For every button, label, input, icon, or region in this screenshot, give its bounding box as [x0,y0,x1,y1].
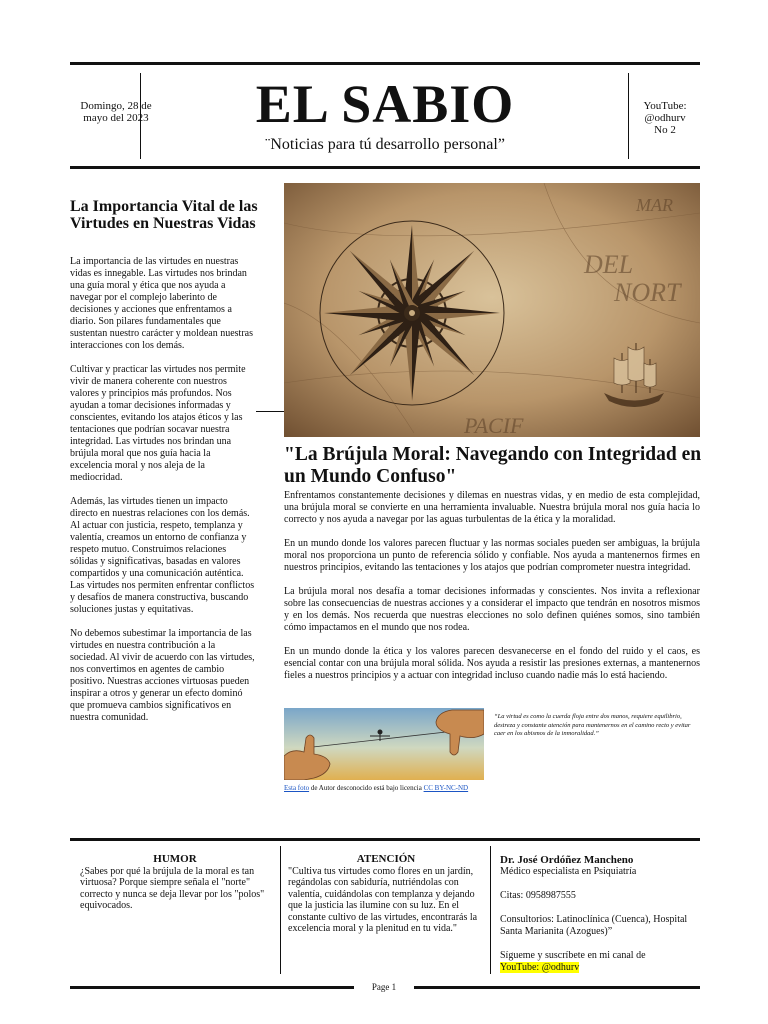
left-paragraph: Cultivar y practicar las virtudes nos permite vivir de manera coherente con nuestros valores y principios más profundos. Nos ayudan a tomar decisiones informadas y conscientes, evitando los atajos éticos y las tentaciones que podrían socavar nuestra integridad. Las virtudes nos brindan una brújula moral que nos guía hacia la excelencia moral y nos aleja de la mediocridad. [70,364,246,483]
attention-title: ATENCIÓN [356,853,416,865]
column-connector-line [256,411,284,412]
masthead-bottom-rule [70,166,700,169]
left-article-body [70,256,255,736]
image-caption [284,784,484,793]
bottom-divider-left [280,846,281,974]
main-article-body [284,490,700,694]
left-article-title: La Importancia Vital de las Virtudes en Nuestras Vidas [70,198,258,232]
map-word-del: DEL [584,250,634,279]
humor-text: ¿Sabes por qué la brújula de la moral es tan virtuosa? Porque siempre señala el "norte" correcto y nunca se deja llevar por los "polos" equivocados. [80,865,265,911]
virtue-quote: “La virtud es como la cuerda floja entre dos manos, requiere equilibrio, destreza y constante atención para mantenernos en el camino recto y evitar caer en los abismos de la inmoralidad.” [494,713,691,737]
thumbs-tightrope-image [284,708,484,780]
issue-number: No 2 [654,124,676,136]
bottom-divider-right [490,846,491,974]
left-paragraph: Además, las virtudes tienen un impacto directo en nuestras relaciones con los demás. Al actuar con justicia, respeto, templanza y valentía, creamos un entorno de confianza y respeto mutuo. Construimos relaciones sólidas y significativas, basadas en valores compartidos y una comunicación auténtica. Las virtudes nos permiten enfrentar conflictos y desafíos de manera constructiva, buscando soluciones justas y equitativas. [70,496,255,615]
tightrope-illustration [284,708,484,780]
masthead-divider-right [628,73,629,159]
offices: Consultorios: Latinoclínica (Cuenca), Hospital Santa Marianita (Azogues)” [500,914,688,937]
map-word-mar: MAR [636,195,673,215]
attention-text: "Cultiva tus virtudes como flores en un jardín, regándolas con sabiduría, nutriéndolas con valentía, cuidándolas con templanza y dejando que la justicia las ilumine con su luz. En el constante cultivo de las virtudes, encontrarás la excelencia moral y la plenitud en tu vida." [288,865,478,934]
compass-map-illustration [284,183,700,437]
issue-date: Domingo, 28 de mayo del 2023 [80,100,152,124]
author-box [500,854,705,974]
map-word-nort: NORT [614,278,681,307]
map-word-pacif: PACIF [464,413,524,437]
humor-box [80,854,270,912]
bottom-section-top-rule [70,838,700,841]
top-rule [70,62,700,65]
main-paragraph: En un mundo donde la ética y los valores parecen desvanecerse en el fondo del ruido y el caos, es esencial contar con una brújula moral sólida. Nos ayuda a resistir las presiones externas, a mantenernos fieles a nuestros principios y a actuar con integridad incluso cuando nadie más lo está haciendo. [284,646,700,681]
appointments: Citas: 0958987555 [500,890,576,901]
page-number: Page 1 [354,980,414,994]
caption-text: de Autor desconocido está bajo licencia [309,784,424,792]
compass-rose-image [284,183,700,437]
masthead [170,72,600,154]
left-paragraph: La importancia de las virtudes en nuestras vidas es innegable. Las virtudes nos brindan una guía moral y ética que nos ayuda a navegar por el complejo laberinto de decisiones y acciones que enfrentamos a diario. Son pilares fundamentales que sustentan nuestro carácter y moldean nuestras interacciones con los demás. [70,256,253,351]
youtube-channel-link[interactable]: YouTube: @odhurv [500,962,580,973]
youtube-handle: @odhurv [644,112,686,124]
main-article-title: "La Brújula Moral: Navegando con Integridad en un Mundo Confuso" [284,444,702,487]
follow-text: Sígueme y suscríbete en mi canal de [500,950,646,961]
tagline: ¨Noticias para tú desarrollo personal” [265,136,505,153]
main-paragraph: La brújula moral nos desafía a tomar decisiones informadas y conscientes. Nos invita a reflexionar sobre las consecuencias de nuestras acciones y a considerar el impacto que tendrán en nosotros mismos y en los demás. Nos recuerda que nuestras elecciones no solo definen quiénes somos, sino también cómo impactamos en el mundo que nos rodea. [284,586,700,633]
left-paragraph: No debemos subestimar la importancia de las virtudes en nuestra contribución a la sociedad. Al vivir de acuerdo con las virtudes, nos convertimos en agentes de cambio positivo. Nuestras acciones virtuosas pueden inspirar a otros y generar un efecto dominó que promueva cambios significativos en nuestra comunidad. [70,628,255,723]
newspaper-title: EL SABIO [255,74,515,134]
youtube-info [630,100,700,136]
main-paragraph: Enfrentamos constantemente decisiones y dilemas en nuestras vidas, y en medio de esta complejidad, una brújula moral se convierte en una herramienta invaluable. Nuestra brújula moral nos guía hacia lo correcto y nos ayuda a navegar por las aguas turbulentas de la ética y la moralidad. [284,490,700,525]
humor-title: HUMOR [153,853,197,865]
youtube-label: YouTube: [643,100,687,112]
license-link[interactable]: CC BY-NC-ND [423,784,469,792]
author-role: Médico especialista en Psiquiatría [500,866,637,877]
author-name: Dr. José Ordóñez Mancheno [500,854,634,866]
photo-link[interactable]: Esta foto [284,784,310,792]
main-paragraph: En un mundo donde los valores parecen fluctuar y las normas sociales pueden ser ambiguas, la brújula moral nos proporciona un punto de referencia sólido y confiable. Nos ayuda a mantenernos firmes en nuestros principios, evitando las tentaciones y los atajos que podrían comprometer nuestra integridad. [284,538,700,573]
attention-box [288,854,484,935]
